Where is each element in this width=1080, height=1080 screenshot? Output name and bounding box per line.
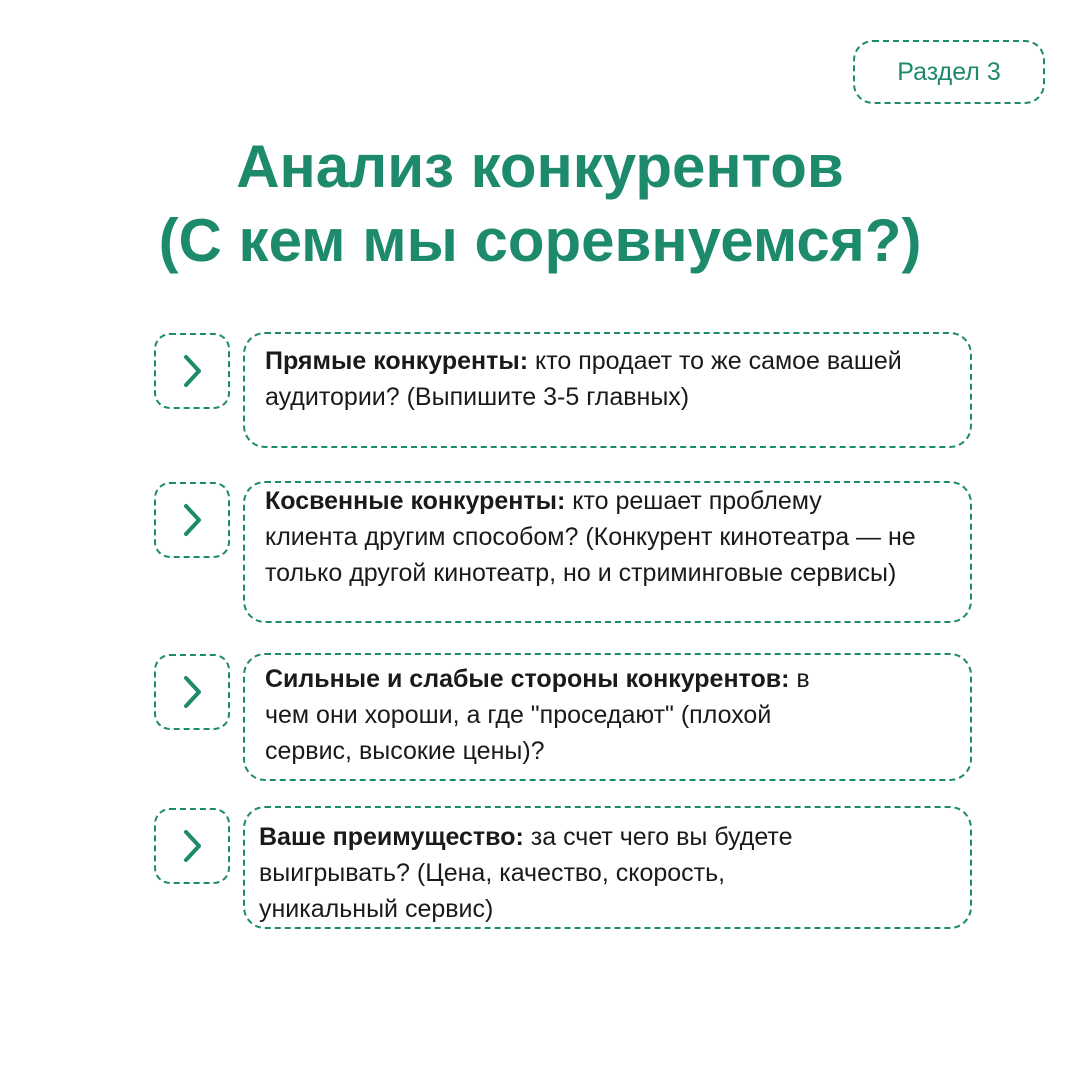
card-heading: Сильные и слабые стороны конкурентов: <box>265 665 790 693</box>
chevron-box-1 <box>154 333 230 409</box>
chevron-right-icon <box>177 351 207 391</box>
card-text: в чем они хороши, а где "проседают" (плохой сервис, высокие цены)? <box>265 665 810 765</box>
card-text: кто продает то же самое вашей аудитории? (Выпишите 3-5 главных) <box>265 347 902 411</box>
competitor-card-direct <box>243 332 972 448</box>
card-heading: Прямые конкуренты: <box>265 347 529 375</box>
page-title-line-2: (С кем мы соревнуемся?) <box>158 207 922 274</box>
chevron-right-icon <box>177 826 207 866</box>
card-heading: Косвенные конкуренты: <box>265 487 566 515</box>
chevron-box-2 <box>154 482 230 558</box>
competitor-card-indirect <box>243 481 972 623</box>
card-heading: Ваше преимущество: <box>259 823 524 851</box>
section-badge-label: Раздел 3 <box>897 57 1001 86</box>
chevron-right-icon <box>177 500 207 540</box>
section-badge <box>853 40 1045 104</box>
page-title <box>0 130 1080 278</box>
card-text: кто решает проблему клиента другим способом? (Конкурент кинотеатра — не только другой кинотеатр, но и стриминговые сервисы) <box>265 487 916 587</box>
chevron-box-3 <box>154 654 230 730</box>
card-text: за счет чего вы будете выигрывать? (Цена, качество, скорость, уникальный сервис) <box>259 823 793 923</box>
chevron-box-4 <box>154 808 230 884</box>
page-title-line-1: Анализ конкурентов <box>236 133 844 200</box>
competitor-card-strengths <box>243 653 972 781</box>
chevron-right-icon <box>177 672 207 712</box>
competitor-card-advantage <box>243 806 972 929</box>
